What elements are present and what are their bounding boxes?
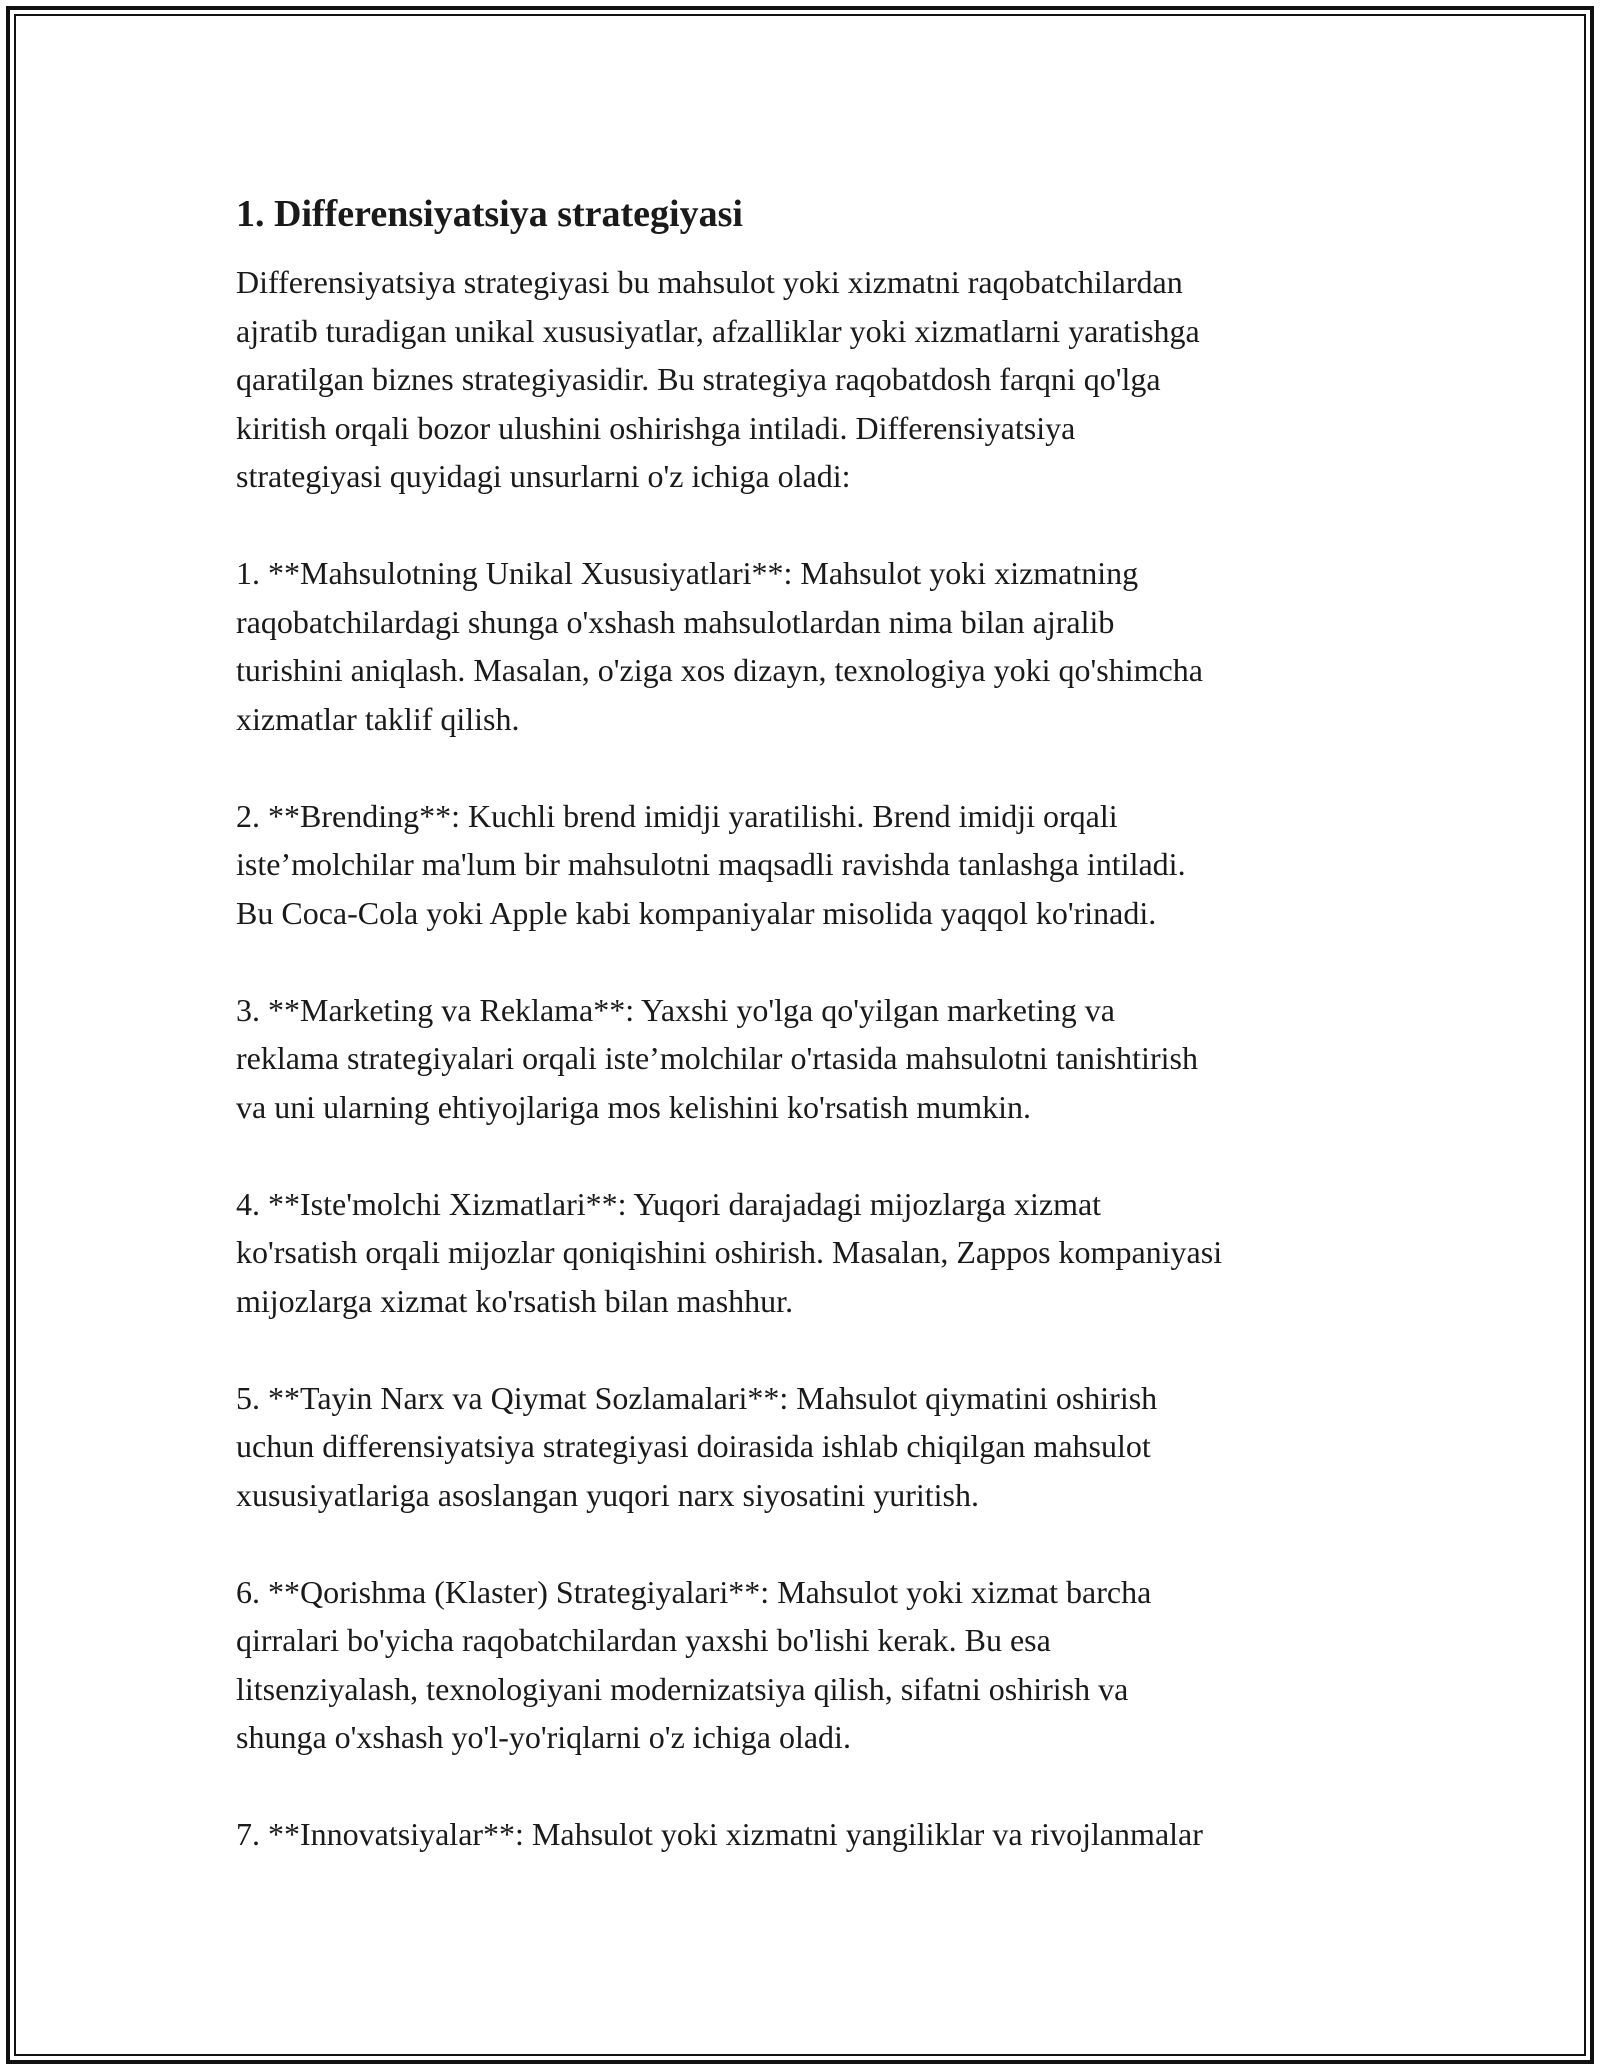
list-item-6 [236,1568,1376,1762]
text-line: mijozlarga xizmat ko'rsatish bilan mashhur. [236,1282,794,1319]
list-item-5 [236,1374,1376,1520]
document-body [236,188,1376,1907]
list-item-7 [236,1810,1376,1859]
text-line: litsenziyalash, texnologiyani modernizatsiya qilish, sifatni oshirish va [236,1670,1129,1707]
list-item-4 [236,1180,1376,1326]
text-line: shunga o'xshash yo'l-yo'riqlarni o'z ichiga oladi. [236,1719,851,1755]
text-line: xususiyatlariga asoslangan yuqori narx siyosatini yuritish. [236,1476,979,1513]
text-line: iste’molchilar ma'lum bir mahsulotni maqsadli ravishda tanlashga intiladi. [236,846,1186,882]
text-line: 4. **Iste'molchi Xizmatlari**: Yuqori darajadagi mijozlarga xizmat [236,1185,1102,1222]
text-line: Differensiyatsiya strategiyasi bu mahsulot yoki xizmatni raqobatchilardan [236,264,1183,300]
text-line: uchun differensiyatsiya strategiyasi doirasida ishlab chiqilgan mahsulot [236,1428,1151,1464]
text-line: va uni ularning ehtiyojlariga mos kelishini ko'rsatish mumkin. [236,1088,1031,1125]
intro-paragraph [236,258,1376,501]
text-line: kiritish orqali bozor ulushini oshirishga intiladi. Differensiyatsiya [236,409,1076,446]
section-heading: 1. Differensiyatsiya strategiyasi [236,193,743,235]
text-line: reklama strategiyalari orqali iste’molchilar o'rtasida mahsulotni tanishtirish [236,1040,1198,1076]
text-line: 6. **Qorishma (Klaster) Strategiyalari**: Mahsulot yoki xizmat barcha [236,1573,1152,1610]
text-line: 7. **Innovatsiyalar**: Mahsulot yoki xizmatni yangiliklar va rivojlanmalar [236,1816,1203,1852]
text-line: qirralari bo'yicha raqobatchilardan yaxshi bo'lishi kerak. Bu esa [236,1622,1051,1658]
text-line: strategiyasi quyidagi unsurlarni o'z ichiga oladi: [236,458,851,494]
text-line: qaratilgan biznes strategiyasidir. Bu strategiya raqobatdosh farqni qo'lga [236,361,1161,397]
text-line: raqobatchilardagi shunga o'xshash mahsulotlardan nima bilan ajralib [236,603,1115,640]
text-line: ko'rsatish orqali mijozlar qoniqishini oshirish. Masalan, Zappos kompaniyasi [236,1234,1223,1270]
text-line: Bu Coca-Cola yoki Apple kabi kompaniyalar misolida yaqqol ko'rinadi. [236,894,1157,931]
text-line: 3. **Marketing va Reklama**: Yaxshi yo'lga qo'yilgan marketing va [236,991,1115,1028]
text-line: xizmatlar taklif qilish. [236,700,520,737]
list-item-3 [236,986,1376,1132]
list-item-2 [236,792,1376,938]
text-line: turishini aniqlash. Masalan, o'ziga xos dizayn, texnologiya yoki qo'shimcha [236,652,1203,688]
text-line: 5. **Tayin Narx va Qiymat Sozlamalari**: Mahsulot qiymatini oshirish [236,1379,1158,1416]
text-line: 1. **Mahsulotning Unikal Xususiyatlari**: Mahsulot yoki xizmatning [236,555,1139,591]
text-line: 2. **Brending**: Kuchli brend imidji yaratilishi. Brend imidji orqali [236,797,1118,834]
list-item-1 [236,549,1376,743]
text-line: ajratib turadigan unikal xususiyatlar, afzalliklar yoki xizmatlarni yaratishga [236,312,1200,349]
